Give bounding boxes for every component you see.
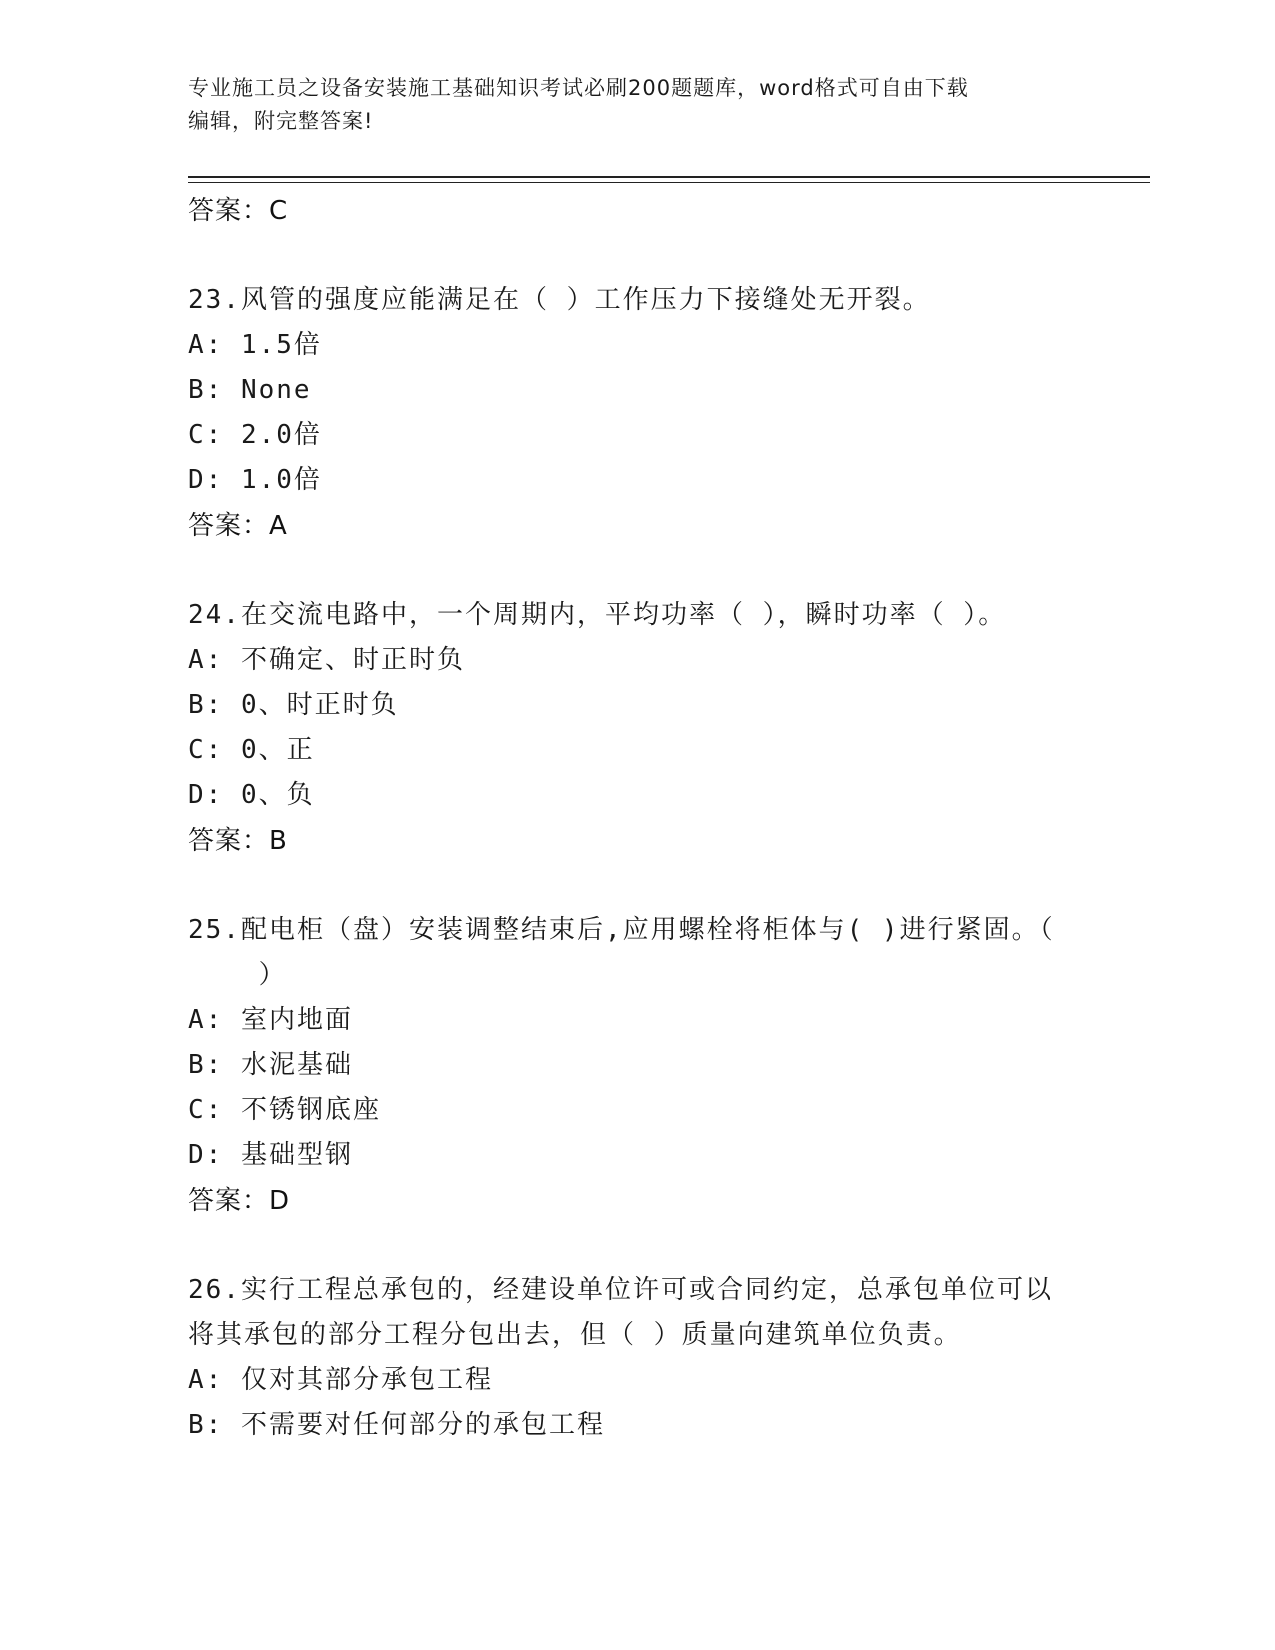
option-b: B: 0、时正时负 [188, 690, 399, 720]
question-text: 26.实行工程总承包的，经建设单位许可或合同约定，总承包单位可以 将其承包的部分工程分包出去，但（ ）质量向建筑单位负责。 [188, 1275, 1053, 1350]
answer: 答案：B [188, 826, 288, 856]
option-b: B: None [188, 375, 312, 405]
option-c: C: 0、正 [188, 735, 315, 765]
option-c: C: 不锈钢底座 [188, 1095, 381, 1125]
previous-answer: 答案：C [188, 196, 289, 226]
question-text: 24.在交流电路中，一个周期内，平均功率（ ），瞬时功率（ ）。 [188, 600, 1007, 630]
question-text: 25.配电柜（盘）安装调整结束后,应用螺栓将柜体与( )进行紧固。（ ） [188, 915, 1055, 990]
option-d: D: 1.0倍 [188, 465, 322, 495]
option-b: B: 水泥基础 [188, 1050, 353, 1080]
question-24 [188, 593, 1088, 864]
answer: 答案：D [188, 1186, 291, 1216]
option-d: D: 基础型钢 [188, 1140, 353, 1170]
option-b: B: 不需要对任何部分的承包工程 [188, 1410, 605, 1440]
answer: 答案：A [188, 511, 288, 541]
header-divider-thick [188, 176, 1150, 178]
question-25 [188, 908, 1088, 1224]
option-c: C: 2.0倍 [188, 420, 322, 450]
option-a: A: 1.5倍 [188, 330, 322, 360]
option-a: A: 仅对其部分承包工程 [188, 1365, 493, 1395]
question-list [188, 188, 1088, 1448]
question-26 [188, 1268, 1088, 1448]
option-a: A: 不确定、时正时负 [188, 645, 465, 675]
option-a: A: 室内地面 [188, 1005, 353, 1035]
question-23 [188, 278, 1088, 549]
question-text: 23.风管的强度应能满足在（ ）工作压力下接缝处无开裂。 [188, 285, 931, 315]
header-line-2: 编辑，附完整答案! [188, 109, 374, 133]
header-divider-thin [188, 182, 1150, 183]
header-line-1: 专业施工员之设备安装施工基础知识考试必刷200题题库，word格式可自由下载 [188, 76, 969, 100]
document-header [188, 72, 1088, 138]
option-d: D: 0、负 [188, 780, 315, 810]
